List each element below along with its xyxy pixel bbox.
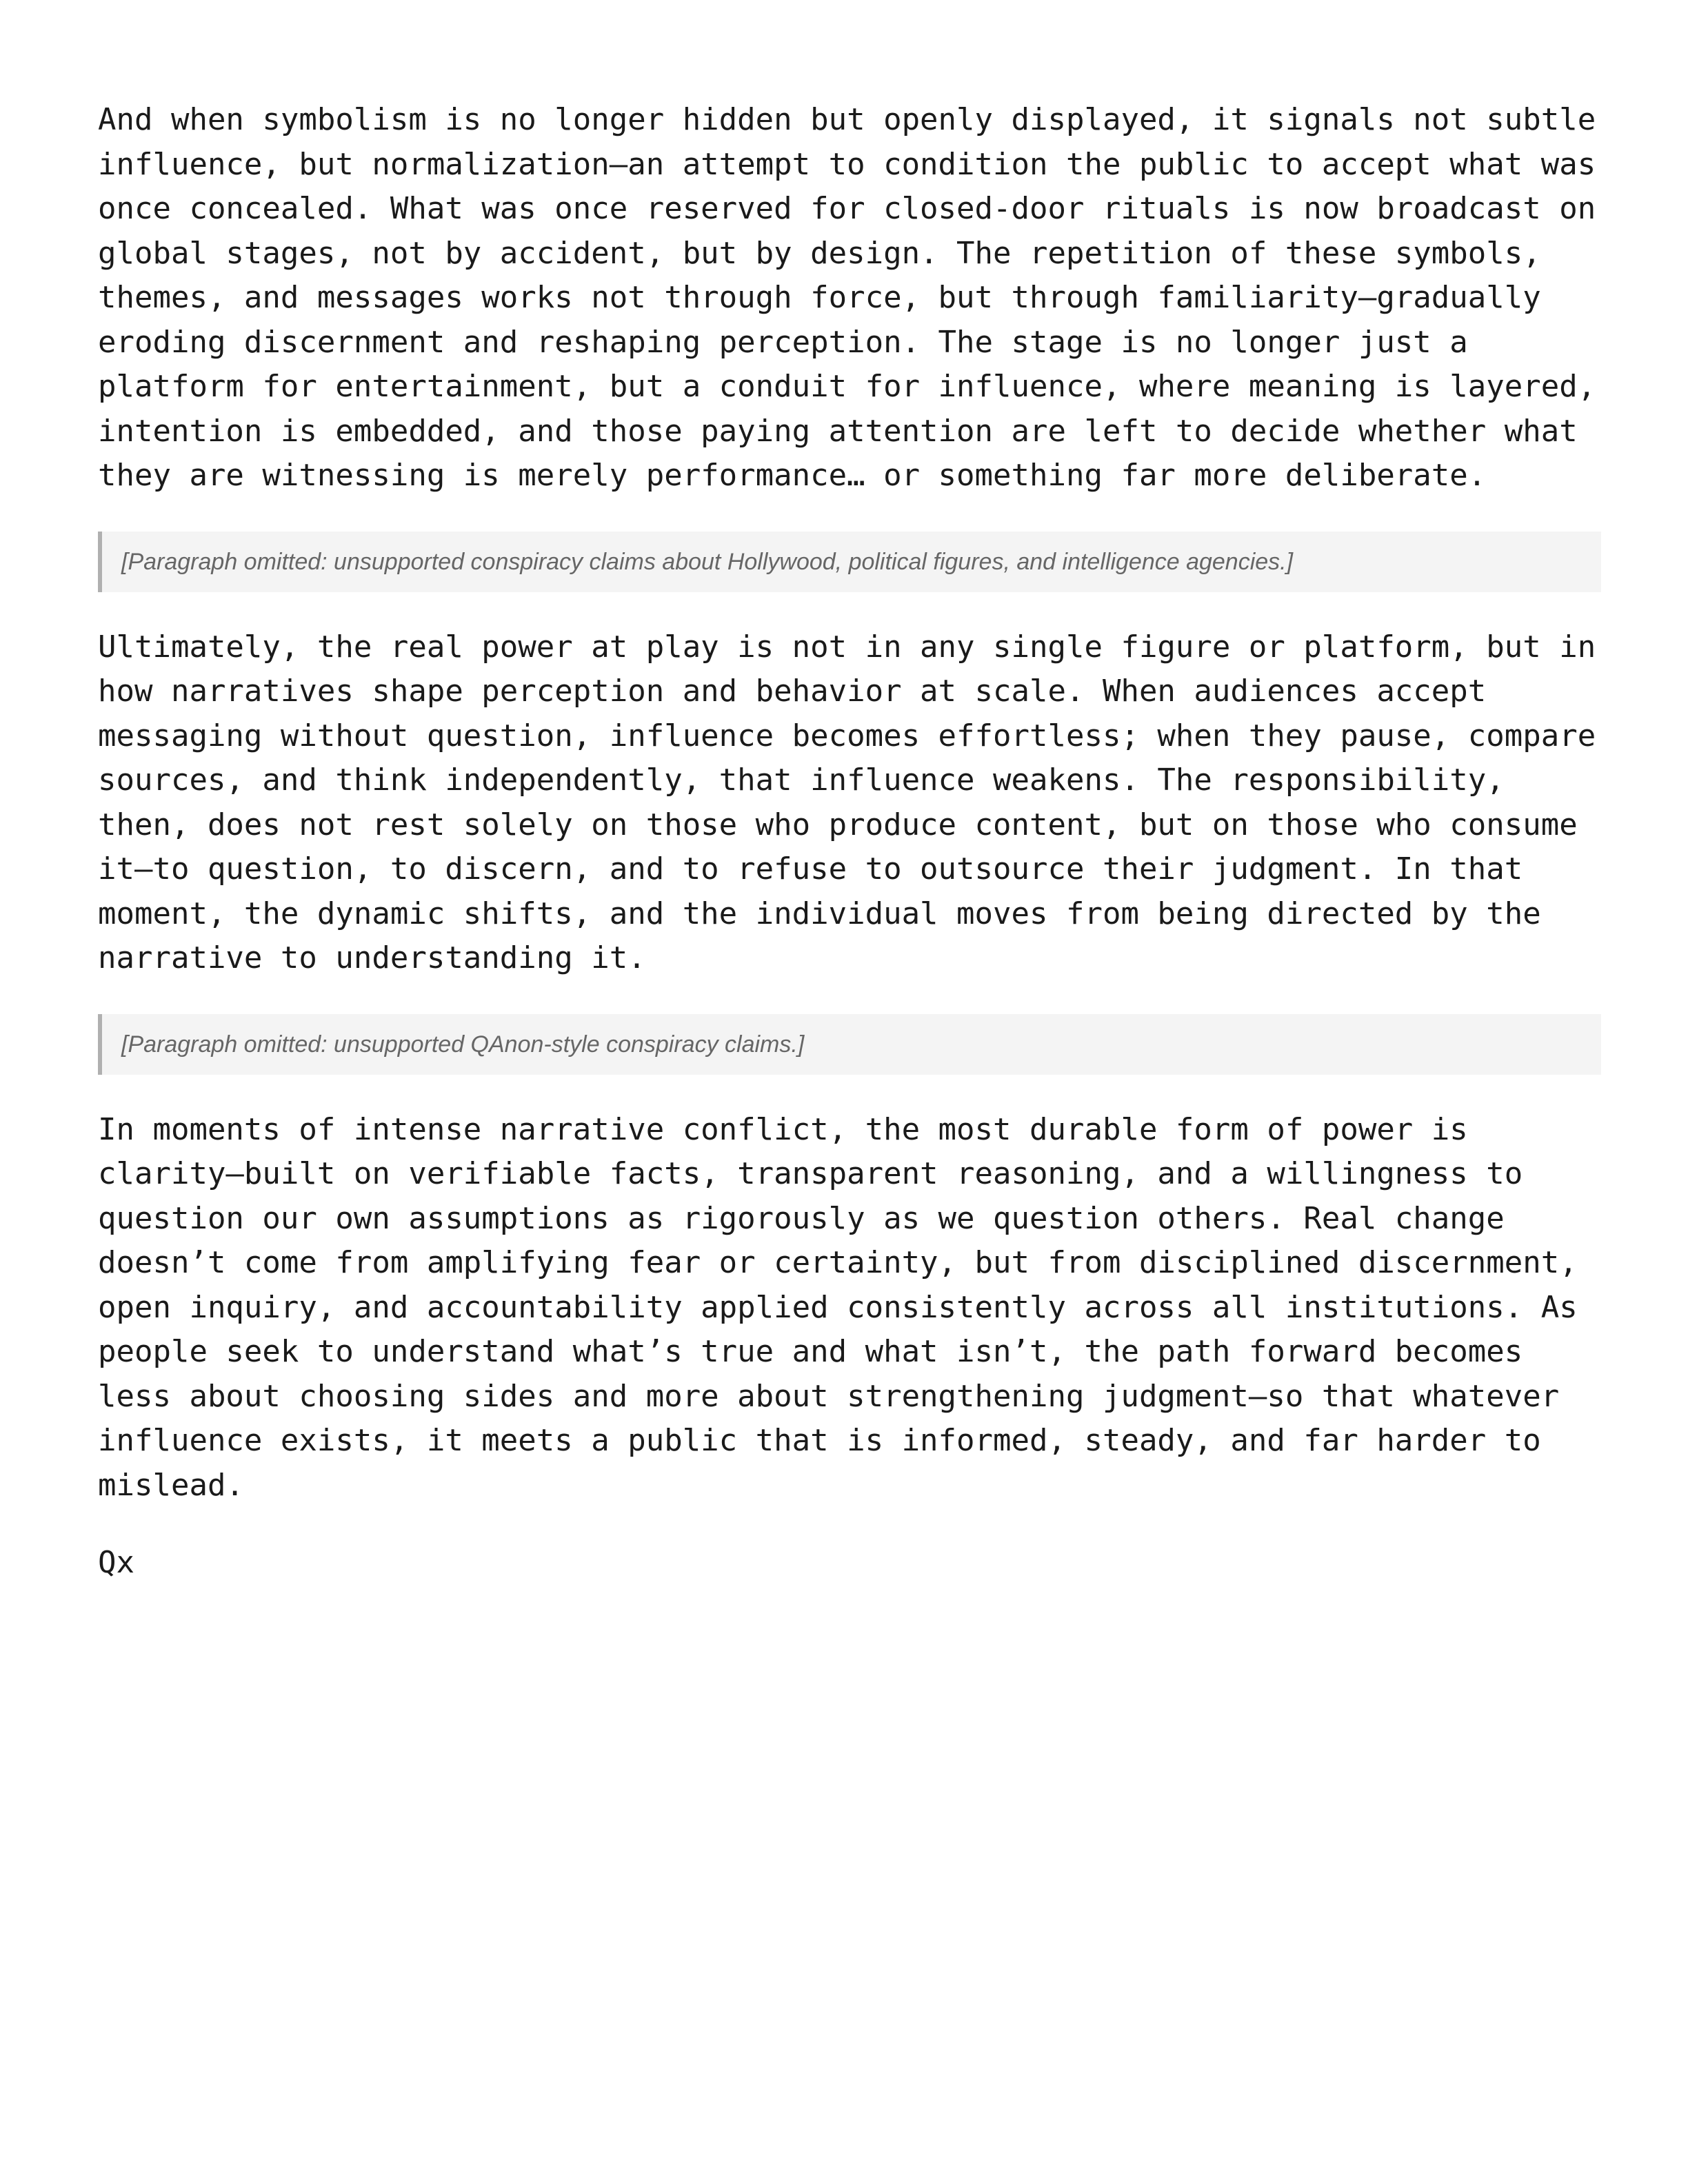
signature: Qx — [98, 1545, 134, 1580]
omitted-paragraph-note: [Paragraph omitted: unsupported conspiracy claims about Hollywood, political figures, and intelligence agencies.] — [98, 532, 1601, 592]
paragraph-clarity: In moments of intense narrative conflict, the most durable form of power is clarity—built on verifiable facts, transparent reasoning, and a willingness to question our own assumptions as rigorously as we question others. Real change doesn’t come from amplifying fear or certainty, but from disciplined discernment, open inquiry, and accountability applied consistently across all institutions. As people seek to understand what’s true and what isn’t, the path forward becomes less about choosing sides and more about strengthening judgment—so that whatever influence exists, it meets a public that is informed, steady, and far harder to mislead. — [98, 1111, 1578, 1503]
paragraph-symbolism: And when symbolism is no longer hidden but openly displayed, it signals not subtle influence, but normalization—an attempt to condition the public to accept what was once concealed. What was once reserved for closed-door rituals is now broadcast on global stages, not by accident, but by design. The repetition of these symbols, themes, and messages works not through force, but through familiarity—gradually eroding discernment and reshaping perception. The stage is no longer just a platform for entertainment, but a conduit for influence, where meaning is layered, intention is embedded, and those paying attention are left to decide whether what they are witnessing is merely performance… or something far more deliberate. — [98, 102, 1596, 493]
paragraph-narrative-power: Ultimately, the real power at play is not in any single figure or platform, but in how narratives shape perception and behavior at scale. When audiences accept messaging without question, influence becomes effortless; when they pause, compare sources, and think independently, that influence weakens. The responsibility, then, does not rest solely on those who produce content, but on those who consume it—to question, to discern, and to refuse to outsource their judgment. In that moment, the dynamic shifts, and the individual moves from being directed by the narrative to understanding it. — [98, 629, 1596, 975]
omitted-paragraph-note: [Paragraph omitted: unsupported QAnon-style conspiracy claims.] — [98, 1014, 1601, 1075]
document-page — [98, 98, 1601, 1586]
